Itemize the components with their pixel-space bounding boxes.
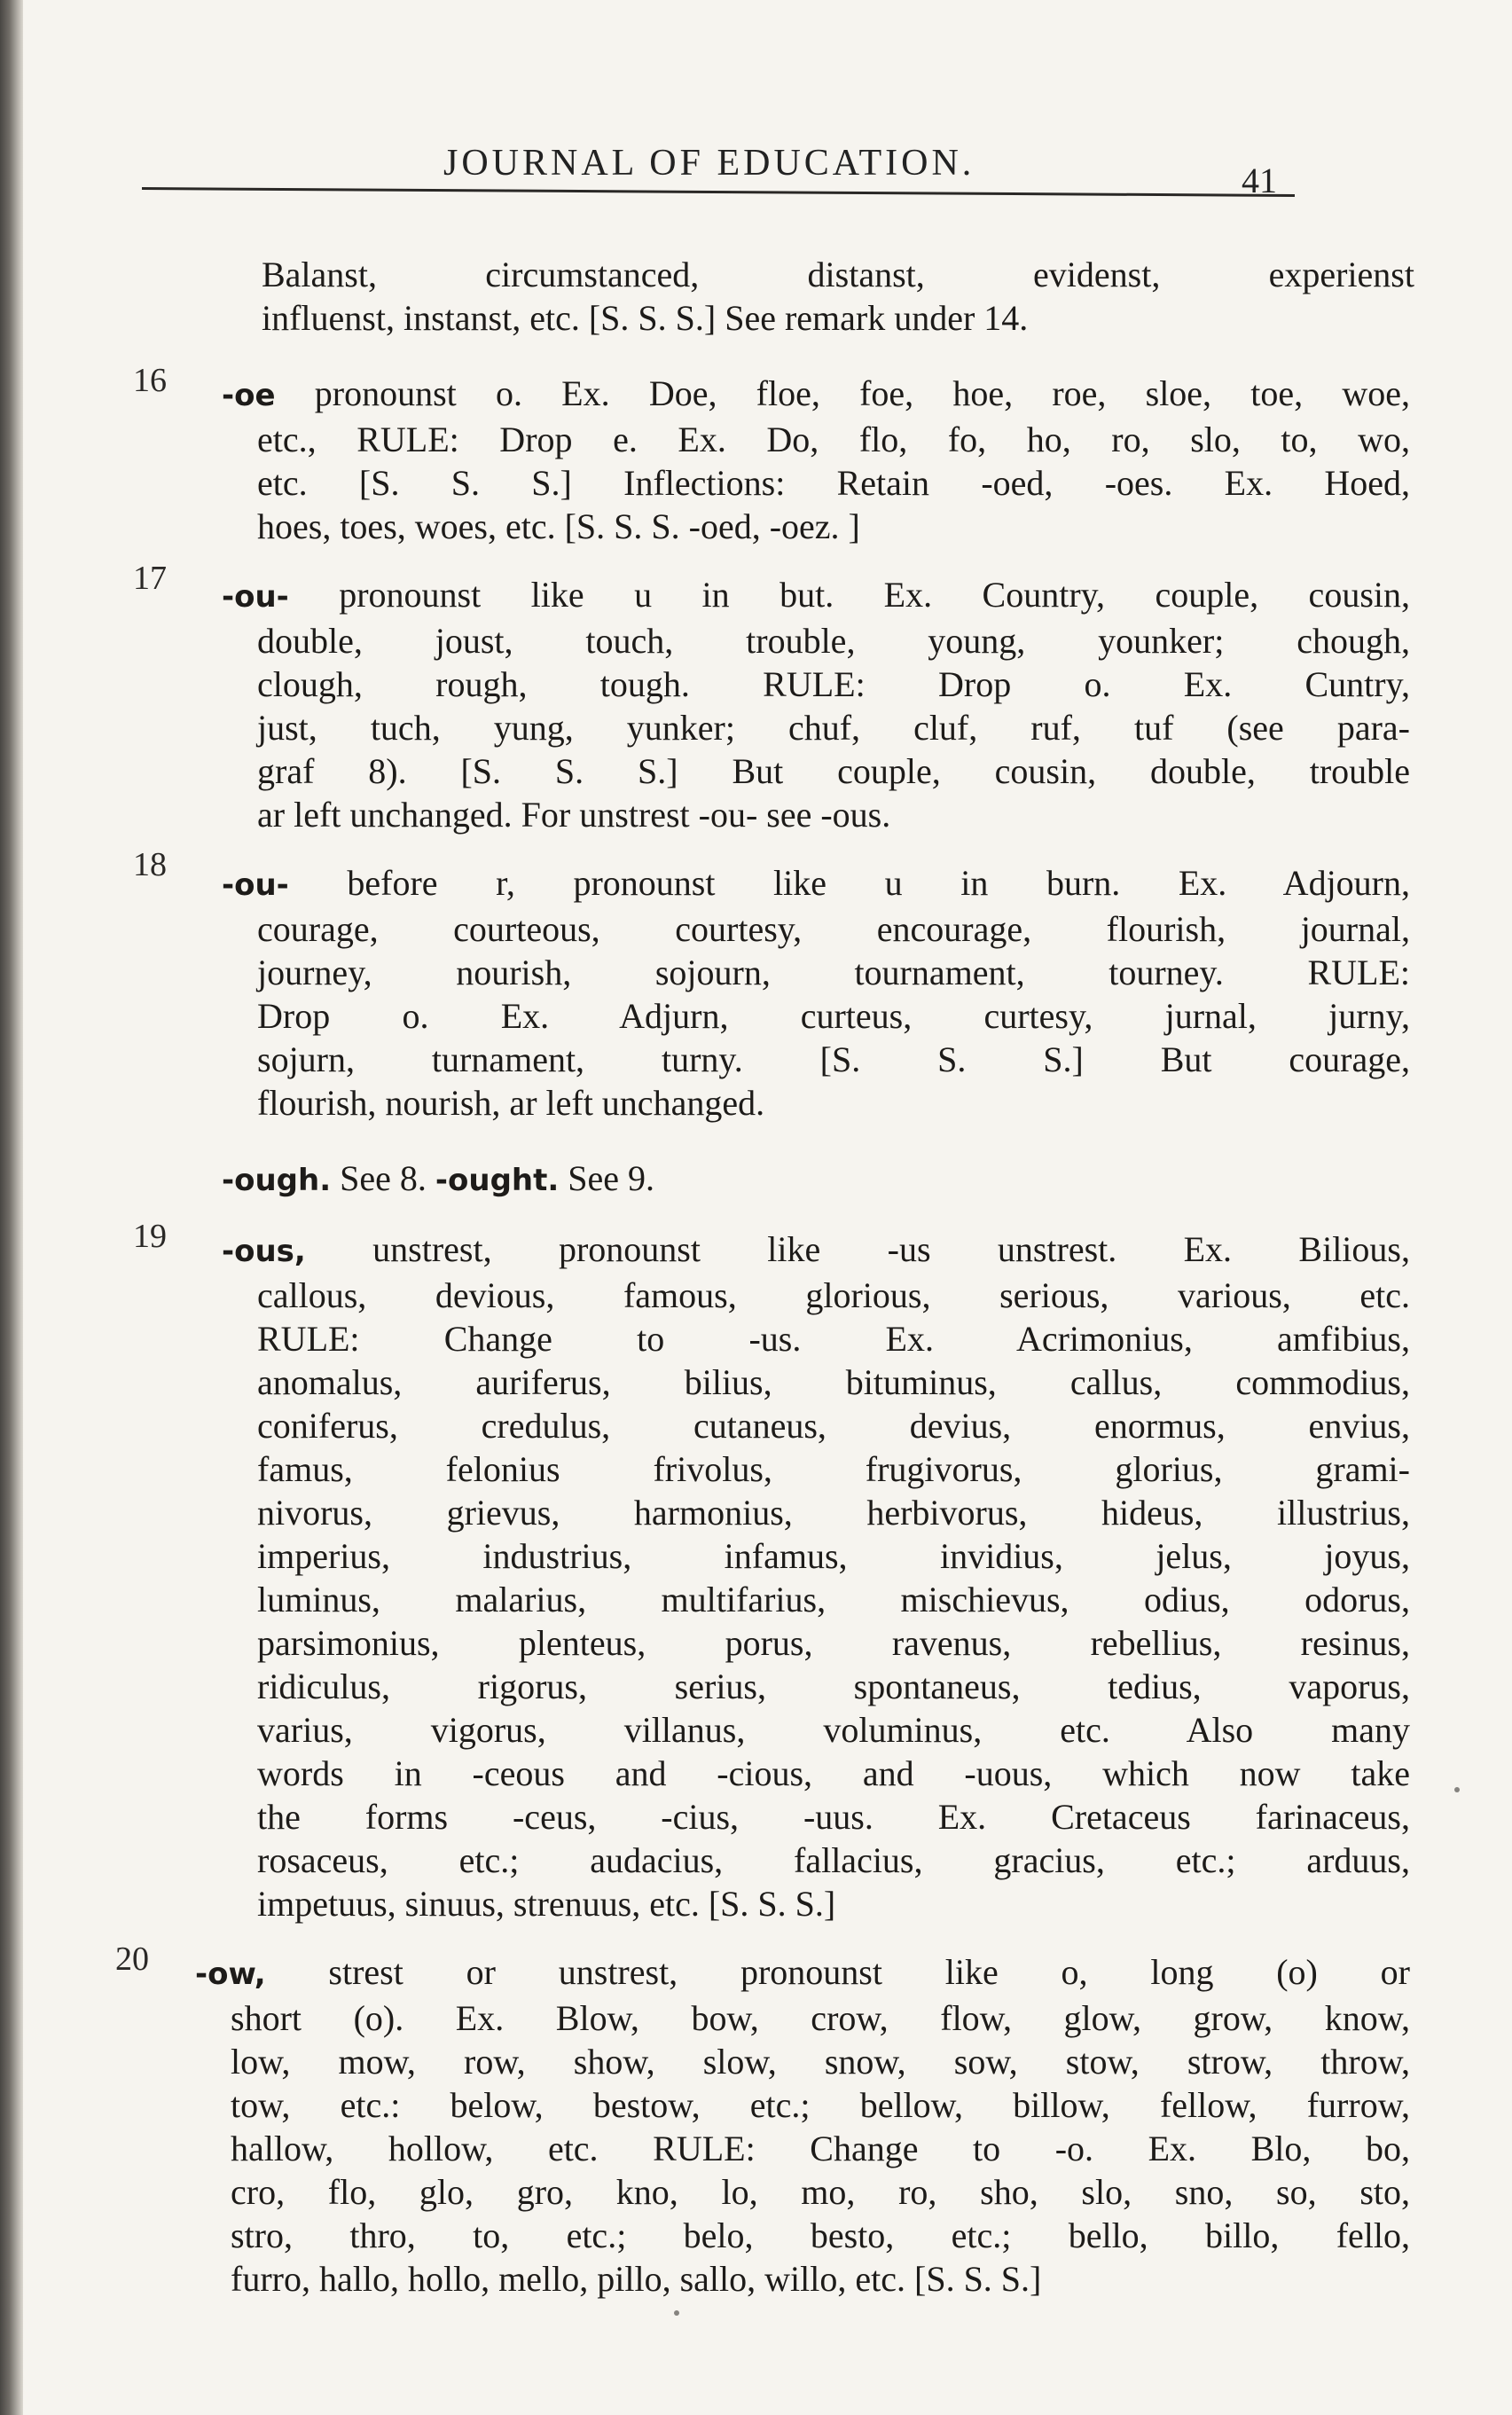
text-line: Balanst, circumstanced, distanst, evidenst, experienst [262,255,1414,294]
text-line: famus, felonius frivolus, frugivorus, glorius, grami- [257,1449,1410,1489]
keyword: -ought. [435,1163,560,1198]
text-line: etc., RULE: Drop e. Ex. Do, flo, fo, ho, ro, slo, to, wo, [257,419,1410,459]
entry-16-body [222,372,1410,548]
page-binding-edge [0,0,23,2415]
line-text: strest or unstrest, pronounst like o, long (o) or [265,1952,1410,1992]
text-line: etc. [S. S. S.] Inflections: Retain -oed, -oes. Ex. Hoed, [257,463,1410,503]
keyword: -oe [222,378,276,413]
text-line: stro, thro, to, etc.; belo, besto, etc.; bello, billo, fello, [231,2215,1410,2255]
keyword: -ow, [195,1956,266,1992]
line-text: pronounst like u in but. Ex. Country, couple, cousin, [288,575,1410,615]
paragraph-number: 16 [133,362,167,399]
text-line: impetuus, sinuus, strenuus, etc. [S. S. S.] [257,1884,836,1924]
text-line: tow, etc.: below, bestow, etc.; bellow, billow, fellow, furrow, [231,2085,1410,2125]
line-text: unstrest, pronounst like -us unstrest. Ex. Bilious, [305,1229,1410,1269]
paragraph-number: 20 [115,1941,149,1978]
running-head: JOURNAL OF EDUCATION. [443,143,975,184]
text-line [222,1157,1410,1203]
text-line: flourish, nourish, ar left unchanged. [257,1083,765,1123]
text-line: ar left unchanged. For unstrest -ou- see -ous. [257,795,891,835]
line-text: See 8. [331,1158,435,1198]
text-line: anomalus, auriferus, bilius, bituminus, callus, commodius, [257,1362,1410,1402]
text-line: journey, nourish, sojourn, tournament, tourney. RULE: [257,953,1410,992]
entry-ough [115,1157,1321,1203]
text-line [222,573,1410,619]
text-line: parsimonius, plenteus, porus, ravenus, rebellius, resinus, [257,1623,1410,1663]
paragraph-number: 17 [133,560,167,597]
text-line: cro, flo, glo, gro, kno, lo, mo, ro, sho, slo, sno, so, sto, [231,2172,1410,2212]
entry-20-body [195,1950,1410,2301]
ink-speck [674,2310,679,2316]
entry-18-body [222,861,1410,1125]
intro-paragraph [262,253,1414,340]
text-line: luminus, malarius, multifarius, mischievus, odius, odorus, [257,1580,1410,1619]
text-line: courage, courteous, courtesy, encourage, flourish, journal, [257,909,1410,949]
text-line: just, tuch, yung, yunker; chuf, cluf, ruf, tuf (see para- [257,708,1410,748]
text-line: short (o). Ex. Blow, bow, crow, flow, glow, grow, know, [231,1998,1410,2038]
text-line: coniferus, credulus, cutaneus, devius, enormus, envius, [257,1406,1410,1446]
text-line: RULE: Change to -us. Ex. Acrimonius, amfibius, [257,1319,1410,1359]
text-line: varius, vigorus, villanus, voluminus, etc. Also many [257,1710,1410,1750]
text-line: low, mow, row, show, slow, snow, sow, stow, strow, throw, [231,2042,1410,2082]
text-line: ridiculus, rigorus, serius, spontaneus, tedius, vaporus, [257,1666,1410,1706]
text-line [195,1950,1410,1996]
text-line [222,1227,1410,1274]
text-line: hoes, toes, woes, etc. [S. S. S. -oed, -oez. ] [257,506,860,546]
keyword: -ous, [222,1234,306,1269]
ink-speck [1454,1787,1460,1792]
paragraph-number: 18 [133,846,167,883]
text-line: the forms -ceus, -cius, -uus. Ex. Cretaceus farinaceus, [257,1797,1410,1837]
text-line: rosaceus, etc.; audacius, fallacius, gracius, etc.; arduus, [257,1840,1410,1880]
text-line [222,372,1410,418]
entry-ough-body [222,1157,1410,1203]
paragraph-number: 19 [133,1218,167,1255]
text-line: words in -ceous and -cious, and -uous, which now take [257,1753,1410,1793]
text-line: Drop o. Ex. Adjurn, curteus, curtesy, jurnal, jurny, [257,996,1410,1036]
page-body [115,253,1414,2301]
entry-19 [115,1218,1410,1925]
text-line: callous, devious, famous, glorious, serious, various, etc. [257,1275,1410,1315]
entry-18 [115,846,1410,1125]
line-text: before r, pronounst like u in burn. Ex. Adjourn, [288,863,1410,903]
text-line: sojurn, turnament, turny. [S. S. S.] But courage, [257,1039,1410,1079]
text-line: hallow, hollow, etc. RULE: Change to -o. Ex. Blo, bo, [231,2129,1410,2168]
text-line: double, joust, touch, trouble, young, younker; chough, [257,621,1410,661]
line-text: See 9. [559,1158,655,1198]
keyword: -ough. [222,1163,332,1198]
text-line [222,861,1410,907]
line-text: pronounst o. Ex. Doe, floe, foe, hoe, roe, sloe, toe, woe, [275,373,1410,413]
entry-17 [115,560,1410,836]
entry-17-body [222,573,1410,836]
keyword: -ou- [222,579,289,615]
text-line: influenst, instanst, etc. [S. S. S.] See remark under 14. [262,298,1029,338]
text-line: furro, hallo, hollo, mello, pillo, sallo, willo, etc. [S. S. S.] [231,2259,1042,2299]
entry-19-body [222,1227,1410,1925]
text-line: nivorus, grievus, harmonius, herbivorus, hideus, illustrius, [257,1493,1410,1533]
entry-16 [115,362,1410,548]
keyword: -ou- [222,867,289,903]
entry-20 [115,1941,1410,2301]
text-line: imperius, industrius, infamus, invidius, jelus, joyus, [257,1536,1410,1576]
text-line: clough, rough, tough. RULE: Drop o. Ex. Cuntry, [257,664,1410,704]
page-number: 41 [1242,161,1277,200]
text-line: graf 8). [S. S. S.] But couple, cousin, double, trouble [257,751,1410,791]
